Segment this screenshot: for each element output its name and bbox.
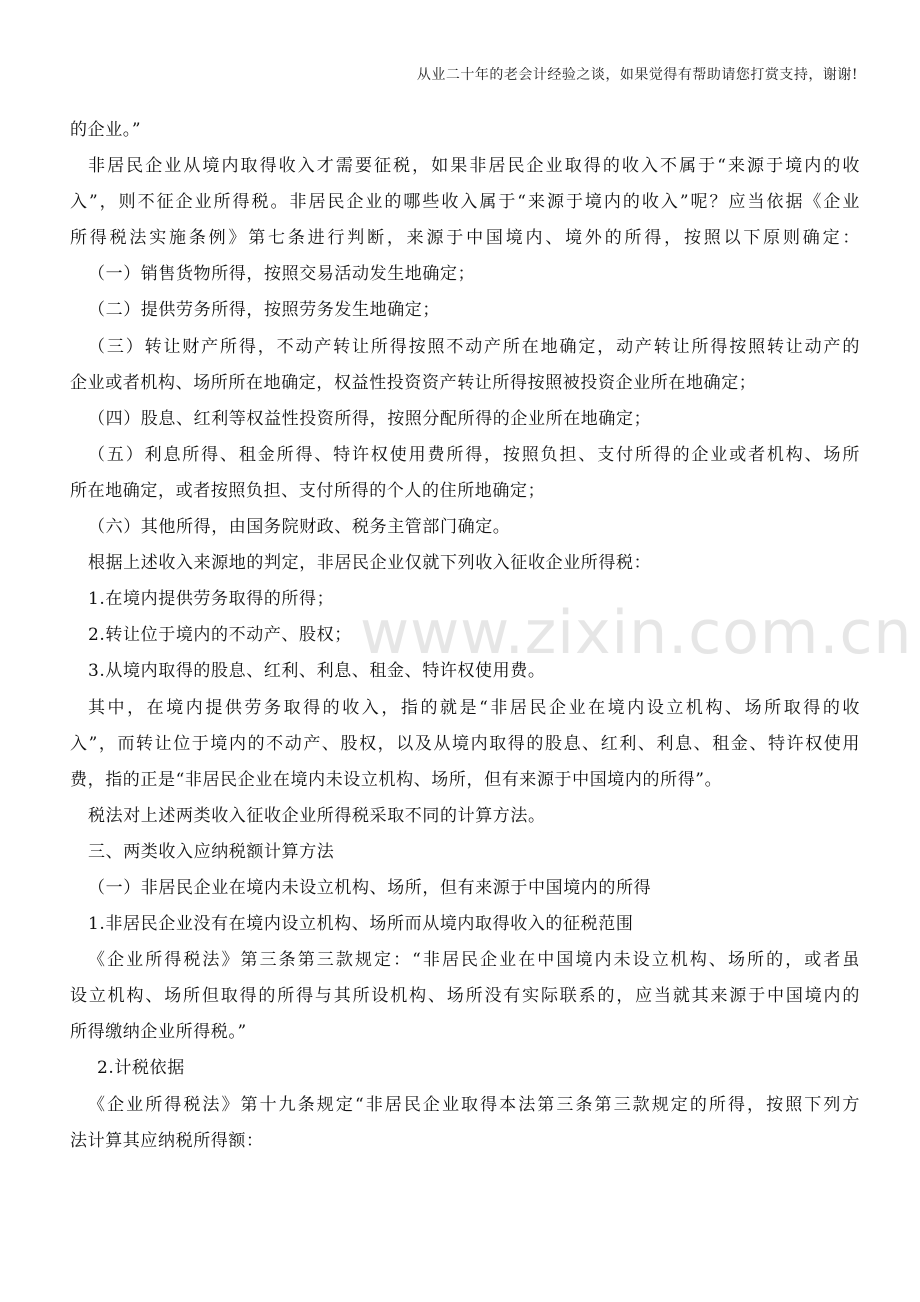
list-item: （六）其他所得，由国务院财政、税务主管部门确定。	[88, 517, 511, 538]
subsection-heading: 2.计税依据	[97, 1058, 185, 1079]
text-line: 所在地确定，或者按照负担、支付所得的个人的住所地确定；	[70, 480, 546, 501]
text-line: 费，指的正是“非居民企业在境内未设立机构、场所，但有来源于中国境内的所得”。	[70, 769, 723, 790]
text-line: 根据上述收入来源地的判定，非居民企业仅就下列收入征收企业所得税：	[88, 553, 652, 574]
document-body	[70, 112, 860, 1159]
section-heading: 三、两类收入应纳税额计算方法	[88, 841, 335, 862]
list-item: （一）销售货物所得，按照交易活动发生地确定；	[88, 264, 476, 285]
list-item: 1.在境内提供劳务取得的所得；	[88, 589, 335, 610]
header-note: 从业二十年的老会计经验之谈，如果觉得有帮助请您打赏支持，谢谢!	[416, 67, 858, 83]
subsection-heading: （一）非居民企业在境内未设立机构、场所，但有来源于中国境内的所得	[88, 877, 652, 898]
text-line: 《企业所得税法》第十九条规定“非居民企业取得本法第三条第三款规定的所得，按照下列方	[88, 1094, 860, 1115]
subsection-heading: 1.非居民企业没有在境内设立机构、场所而从境内取得收入的征税范围	[88, 914, 634, 935]
list-item: （五）利息所得、租金所得、特许权使用费所得，按照负担、支付所得的企业或者机构、场所	[88, 444, 860, 465]
text-line: 《企业所得税法》第三条第三款规定：“非居民企业在中国境内未设立机构、场所的，或者虽	[88, 950, 860, 971]
text-line: 非居民企业从境内取得收入才需要征税，如果非居民企业取得的收入不属于“来源于境内的收	[88, 156, 860, 177]
text-line: 入”，而转让位于境内的不动产、股权，以及从境内取得的股息、红利、利息、租金、特许权使用	[70, 733, 860, 754]
list-item: （四）股息、红利等权益性投资所得，按照分配所得的企业所在地确定；	[88, 408, 652, 429]
list-item: （二）提供劳务所得，按照劳务发生地确定；	[88, 300, 440, 321]
text-line: 的企业。”	[70, 120, 142, 140]
text-line: 所得税法实施条例》第七条进行判断，来源于中国境内、境外的所得，按照以下原则确定：	[70, 228, 860, 249]
watermark: www.zixin.com.cn	[360, 598, 913, 668]
list-item: 3.从境内取得的股息、红利、利息、租金、特许权使用费。	[88, 661, 546, 682]
text-line: 入”，则不征企业所得税。非居民企业的哪些收入属于“来源于境内的收入”呢？应当依据《企业	[70, 192, 860, 213]
text-line: 其中，在境内提供劳务取得的收入，指的就是“非居民企业在境内设立机构、场所取得的收	[88, 697, 860, 718]
text-line: 设立机构、场所但取得的所得与其所设机构、场所没有实际联系的，应当就其来源于中国境内的	[70, 986, 860, 1007]
text-line: 法计算其应纳税所得额：	[70, 1130, 264, 1151]
list-item: 2.转让位于境内的不动产、股权；	[88, 625, 352, 646]
text-line: 税法对上述两类收入征收企业所得税采取不同的计算方法。	[88, 805, 546, 826]
text-line: 所得缴纳企业所得税。”	[70, 1022, 247, 1043]
list-item: （三）转让财产所得，不动产转让所得按照不动产所在地确定，动产转让所得按照转让动产的	[88, 336, 860, 357]
text-line: 企业或者机构、场所所在地确定，权益性投资资产转让所得按照被投资企业所在地确定；	[70, 372, 757, 393]
